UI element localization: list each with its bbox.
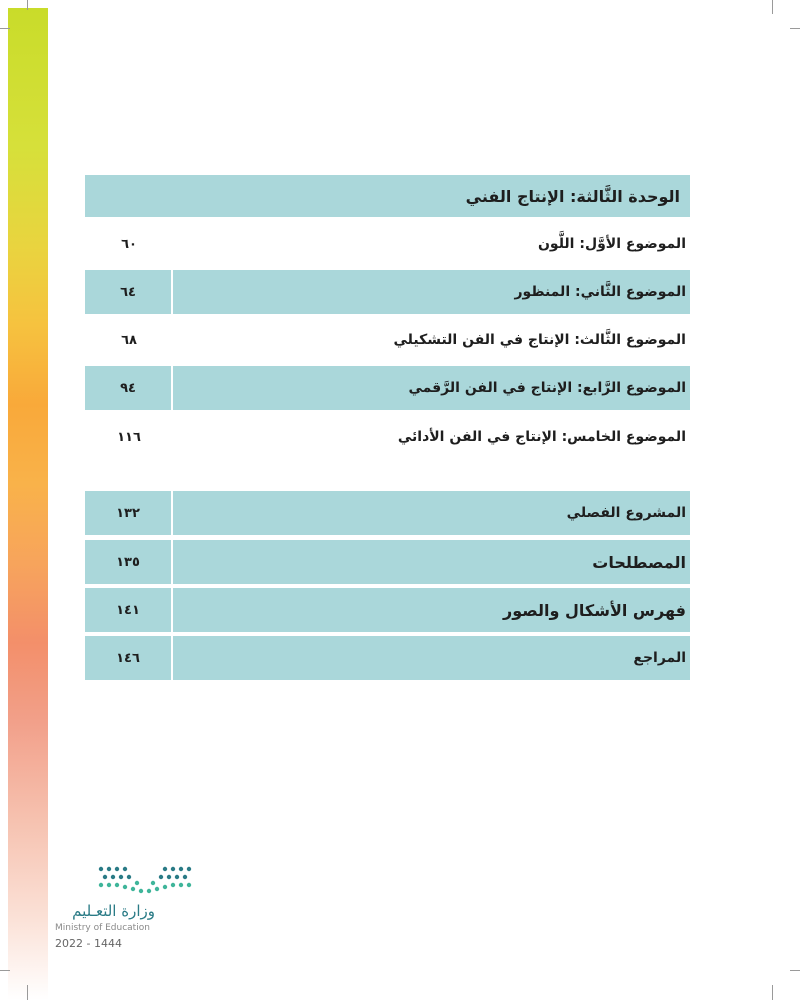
ministry-name-english: Ministry of Education [55, 923, 150, 933]
crop-mark [0, 28, 10, 29]
topic-title: الموضوع الثَّالث: الإنتاج في الفن التشكيلي [393, 332, 686, 348]
section-title: فهرس الأشكال والصور [503, 600, 686, 620]
unit-title: الوحدة الثَّالثة: الإنتاج الفني [465, 186, 680, 206]
section-title: المشروع الفصلي [566, 505, 686, 521]
toc-row[interactable] [85, 636, 690, 680]
crop-mark [772, 0, 773, 14]
ministry-logo [55, 860, 205, 960]
ministry-name-arabic: وزارة التعـليم [72, 902, 155, 920]
page-number: ١٤١ [85, 588, 173, 632]
edition-year: 2022 - 1444 [55, 937, 122, 950]
page-number: ٦٠ [121, 236, 137, 252]
section-title: المراجع [633, 650, 686, 666]
topic-title: الموضوع الخامس: الإنتاج في الفن الأدائي [397, 429, 686, 445]
crop-mark [790, 970, 800, 971]
toc-row[interactable] [85, 318, 690, 362]
toc-row[interactable] [85, 415, 690, 459]
crop-mark [790, 28, 800, 29]
toc-row[interactable] [85, 270, 690, 314]
page-number: ١٤٦ [85, 636, 173, 680]
crop-mark [772, 985, 773, 1000]
topic-title: الموضوع الأوَّل: اللَّون [537, 236, 686, 252]
decorative-side-strip [8, 8, 48, 1000]
crop-mark [0, 970, 10, 971]
unit-header [85, 175, 690, 217]
toc-row[interactable] [85, 366, 690, 410]
toc-row[interactable] [85, 222, 690, 266]
crop-mark [27, 0, 28, 10]
page-number: ١١٦ [117, 429, 141, 445]
topic-title: الموضوع الثَّاني: المنظور [514, 284, 686, 300]
toc-row[interactable] [85, 588, 690, 632]
page-number: ١٣٥ [85, 540, 173, 584]
page-number: ٦٤ [85, 270, 173, 314]
toc-row[interactable] [85, 540, 690, 584]
page-number: ٦٨ [121, 332, 137, 348]
crop-mark [27, 985, 28, 1000]
topic-title: الموضوع الرَّابع: الإنتاج في الفن الرَّقمي [408, 380, 686, 396]
page-number: ٩٤ [85, 366, 173, 410]
ministry-logo-icon [97, 865, 193, 897]
page-number: ١٣٢ [85, 491, 173, 535]
section-title: المصطلحات [592, 552, 686, 572]
toc-row[interactable] [85, 491, 690, 535]
